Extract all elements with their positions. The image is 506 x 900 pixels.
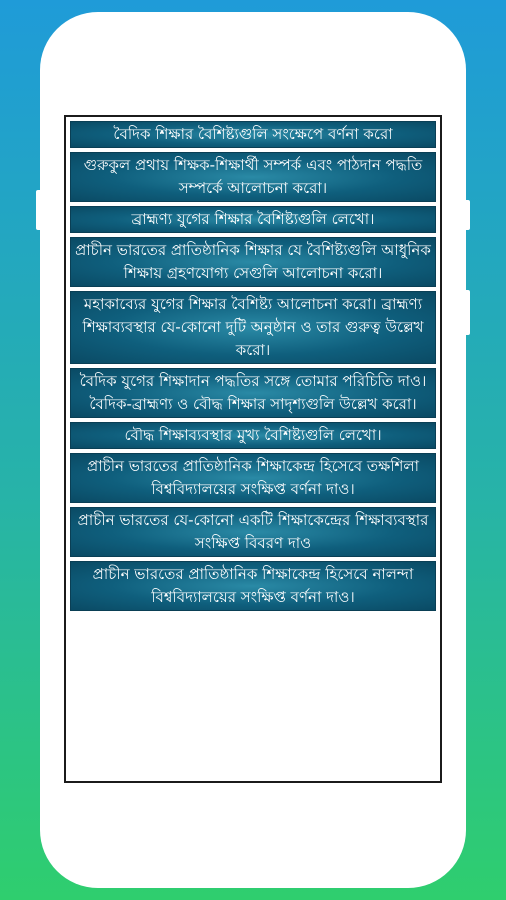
list-item[interactable]: বৈদিক যুগের শিক্ষাদান পদ্ধতির সঙ্গে তোমার পরিচিতি দাও। বৈদিক-ব্রাহ্মণ্য ও বৌদ্ধ শিক্ষার সাদৃশ্যগুলি উল্লেখ করো। bbox=[70, 368, 436, 418]
phone-side-button bbox=[464, 290, 470, 335]
list-item[interactable]: মহাকাব্যের যুগের শিক্ষার বৈশিষ্ট্য আলোচনা করো। ব্রাহ্মণ্য শিক্ষাব্যবস্থার যে-কোনো দুটি অনুষ্ঠান ও তার গুরুত্ব উল্লেখ করো। bbox=[70, 291, 436, 364]
list-item[interactable]: বৈদিক শিক্ষার বৈশিষ্ট্যগুলি সংক্ষেপে বর্ণনা করো bbox=[70, 121, 436, 148]
list-item[interactable]: বৌদ্ধ শিক্ষাব্যবস্থার মুখ্য বৈশিষ্ট্যগুলি লেখো। bbox=[70, 422, 436, 449]
list-item[interactable]: প্রাচীন ভারতের প্রাতিষ্ঠানিক শিক্ষাকেন্দ্র হিসেবে নালন্দা বিশ্ববিদ্যালয়ের সংক্ষিপ্ত বর্ণনা দাও। bbox=[70, 561, 436, 611]
list-item[interactable]: ব্রাহ্মণ্য যুগের শিক্ষার বৈশিষ্ট্যগুলি লেখো। bbox=[70, 206, 436, 233]
phone-side-button bbox=[36, 190, 42, 230]
app-screen bbox=[64, 115, 442, 783]
phone-side-button bbox=[464, 200, 470, 230]
list-item[interactable]: প্রাচীন ভারতের প্রাতিষ্ঠানিক শিক্ষার যে বৈশিষ্ট্যগুলি আধুনিক শিক্ষায় গ্রহণযোগ্য সেগুলি আলোচনা করো। bbox=[70, 237, 436, 287]
list-item[interactable]: প্রাচীন ভারতের প্রাতিষ্ঠানিক শিক্ষাকেন্দ্র হিসেবে তক্ষশিলা বিশ্ববিদ্যালয়ের সংক্ষিপ্ত বর্ণনা দাও। bbox=[70, 453, 436, 503]
question-list bbox=[70, 121, 436, 615]
list-item[interactable]: প্রাচীন ভারতের যে-কোনো একটি শিক্ষাকেন্দ্রের শিক্ষাব্যবস্থার সংক্ষিপ্ত বিবরণ দাও bbox=[70, 507, 436, 557]
list-item[interactable]: গুরুকুল প্রথায় শিক্ষক-শিক্ষার্থী সম্পর্ক এবং পাঠদান পদ্ধতি সম্পর্কে আলোচনা করো। bbox=[70, 152, 436, 202]
